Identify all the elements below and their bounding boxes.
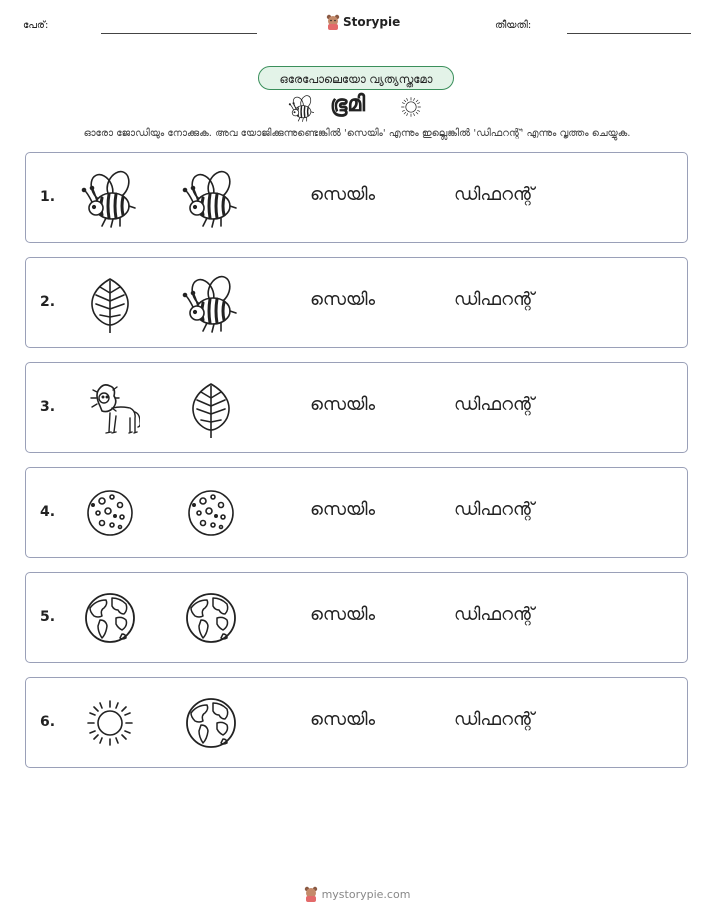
question-row bbox=[25, 257, 688, 348]
mascot-icon bbox=[304, 886, 318, 902]
question-row bbox=[25, 362, 688, 453]
question-number: 1. bbox=[40, 189, 56, 205]
worksheet-title: ഭൂമി bbox=[330, 92, 366, 117]
bee-icon bbox=[80, 168, 140, 228]
brand-logo bbox=[326, 14, 400, 30]
worksheet-header bbox=[0, 12, 714, 42]
different-option[interactable]: ഡിഫറന്റ് bbox=[454, 709, 535, 730]
date-line[interactable] bbox=[567, 33, 691, 34]
title-row bbox=[0, 90, 714, 124]
question-number: 2. bbox=[40, 294, 56, 310]
leaf-icon bbox=[181, 378, 241, 438]
moon-icon bbox=[80, 483, 140, 543]
earth-icon bbox=[181, 693, 241, 753]
bee-icon bbox=[181, 273, 241, 333]
different-option[interactable]: ഡിഫറന്റ് bbox=[454, 499, 535, 520]
question-row bbox=[25, 467, 688, 558]
bee-icon bbox=[181, 168, 241, 228]
brand-name: Storypie bbox=[343, 15, 401, 29]
footer-url: mystorypie.com bbox=[321, 887, 411, 901]
question-number: 5. bbox=[40, 609, 56, 625]
date-label: തീയതി: bbox=[495, 20, 532, 31]
same-option[interactable]: സെയിം bbox=[310, 604, 376, 625]
question-number: 3. bbox=[40, 399, 56, 415]
same-option[interactable]: സെയിം bbox=[310, 499, 376, 520]
different-option[interactable]: ഡിഫറന്റ് bbox=[454, 184, 535, 205]
question-number: 4. bbox=[40, 504, 56, 520]
question-row bbox=[25, 677, 688, 768]
moon-icon bbox=[181, 483, 241, 543]
same-option[interactable]: സെയിം bbox=[310, 394, 376, 415]
different-option[interactable]: ഡിഫറന്റ് bbox=[454, 289, 535, 310]
lion-icon bbox=[80, 378, 140, 438]
sun-icon bbox=[80, 693, 140, 753]
question-row bbox=[25, 152, 688, 243]
name-label: പേര്: bbox=[23, 20, 49, 31]
sun-icon bbox=[398, 94, 424, 120]
instructions: ഓരോ ജോഡിയും നോക്കുക. അവ യോജിക്കുന്നുണ്ടെങ്കിൽ 'സെയിം' എന്നും ഇല്ലെങ്കിൽ 'ഡിഫറന്റ്' എന്നും വൃത്തം ചെയ്യുക. bbox=[83, 128, 631, 139]
name-line[interactable] bbox=[101, 33, 257, 34]
same-option[interactable]: സെയിം bbox=[310, 709, 376, 730]
earth-icon bbox=[80, 588, 140, 648]
question-number: 6. bbox=[40, 714, 56, 730]
leaf-icon bbox=[80, 273, 140, 333]
same-option[interactable]: സെയിം bbox=[310, 184, 376, 205]
earth-icon bbox=[181, 588, 241, 648]
same-option[interactable]: സെയിം bbox=[310, 289, 376, 310]
worksheet-type-pill: ഒരേപോലെയോ വ്യത്യസ്തമോ bbox=[258, 66, 454, 90]
mascot-icon bbox=[326, 14, 340, 30]
question-row bbox=[25, 572, 688, 663]
bee-icon bbox=[288, 94, 316, 122]
footer bbox=[0, 886, 714, 902]
different-option[interactable]: ഡിഫറന്റ് bbox=[454, 394, 535, 415]
different-option[interactable]: ഡിഫറന്റ് bbox=[454, 604, 535, 625]
